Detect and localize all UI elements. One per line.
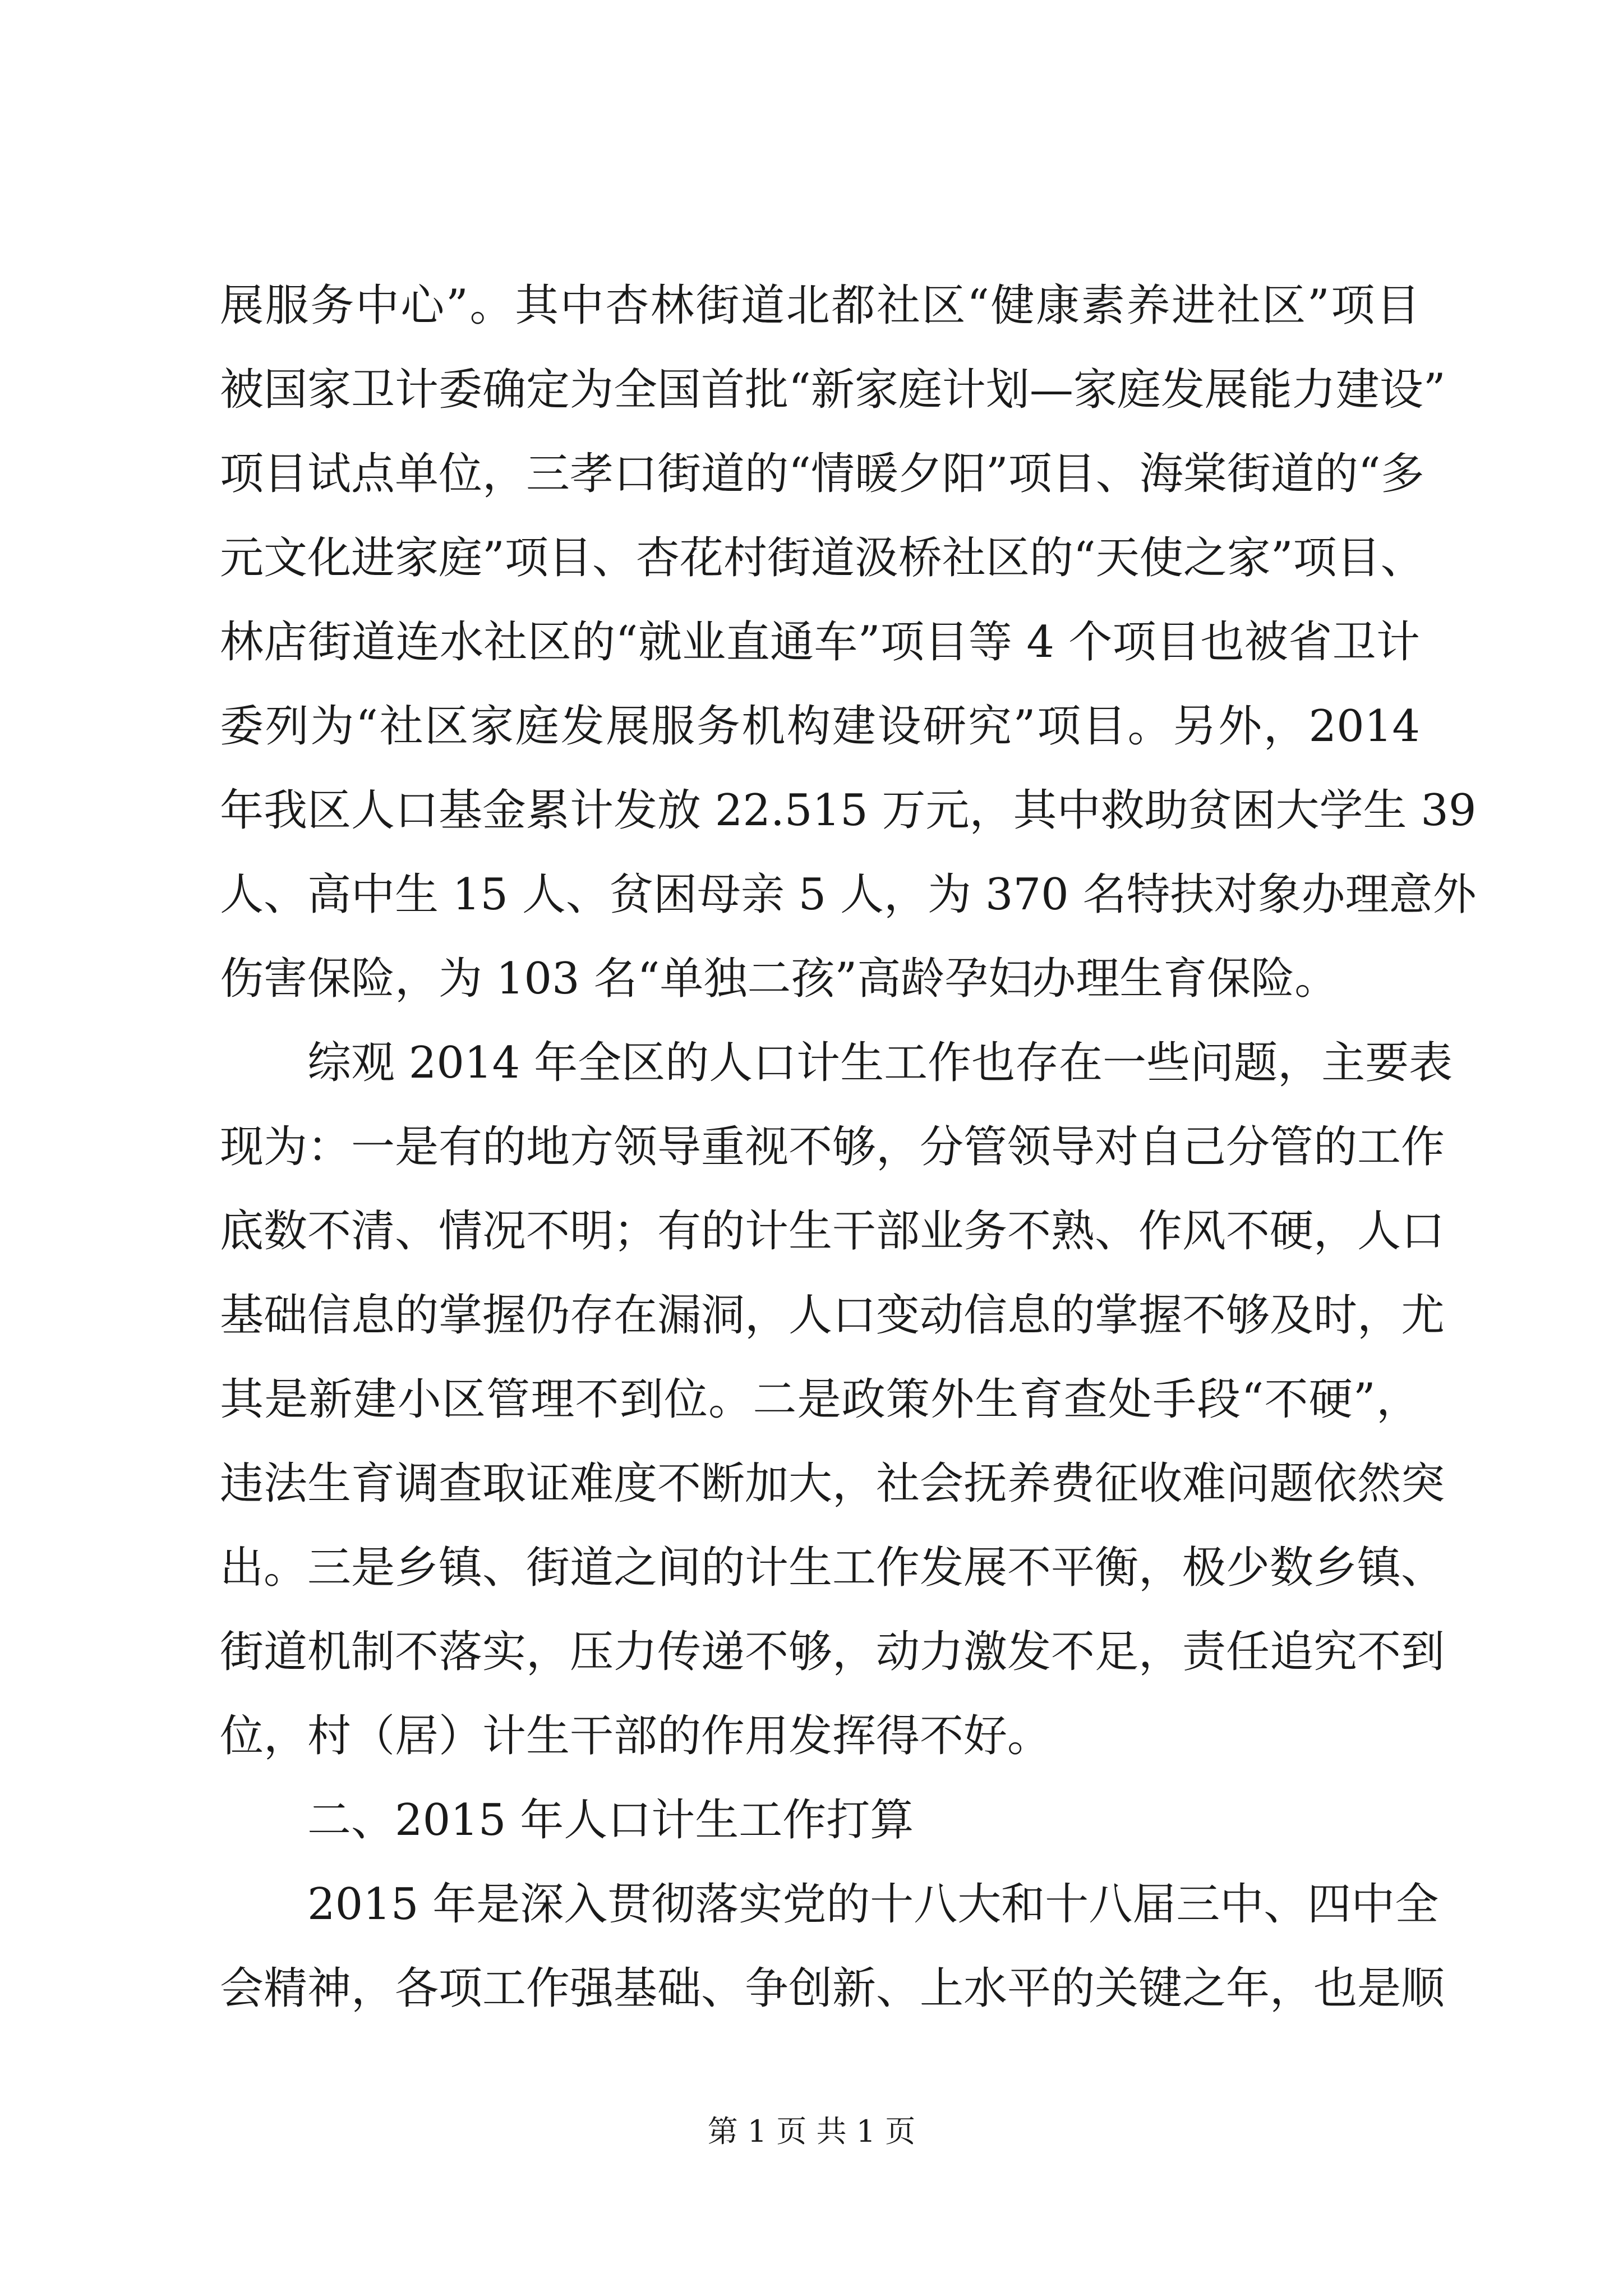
- text-line: 2015 年是深入贯彻落实党的十八大和十八届三中、四中全: [307, 1879, 1439, 1930]
- text-line: 项目试点单位，三孝口街道的“情暖夕阳”项目、海棠街道的“多: [220, 449, 1424, 499]
- text-line: 其是新建小区管理不到位。二是政策外生育查处手段“不硬”，: [220, 1374, 1420, 1425]
- text-line: 位，村（居）计生干部的作用发挥得不好。: [220, 1711, 1052, 1761]
- text-line: 基础信息的掌握仍存在漏洞，人口变动信息的掌握不够及时，尤: [220, 1290, 1445, 1341]
- text-line: 综观 2014 年全区的人口计生工作也存在一些问题，主要表: [307, 1038, 1453, 1088]
- text-line: 展服务中心”。其中杏林街道北都社区“健康素养进社区”项目: [220, 280, 1420, 331]
- text-line: 委列为“社区家庭发展服务机构建设研究”项目。另外，2014: [220, 701, 1420, 752]
- text-line: 元文化进家庭”项目、杏花村街道汲桥社区的“天使之家”项目、: [220, 533, 1424, 583]
- text-line: 年我区人口基金累计发放 22.515 万元，其中救助贫困大学生 39: [220, 785, 1477, 836]
- text-line: 街道机制不落实，压力传递不够，动力激发不足，责任追究不到: [220, 1627, 1445, 1677]
- text-line: 被国家卫计委确定为全国首批“新家庭计划—家庭发展能力建设”: [220, 365, 1446, 415]
- text-line: 人、高中生 15 人、贫困母亲 5 人，为 370 名特扶对象办理意外: [220, 869, 1477, 920]
- page-footer: 第 1 页 共 1 页: [707, 2114, 916, 2149]
- text-line: 现为：一是有的地方领导重视不够，分管领导对自己分管的工作: [220, 1122, 1445, 1172]
- section-heading: 二、2015 年人口计生工作打算: [307, 1795, 914, 1846]
- text-line: 出。三是乡镇、街道之间的计生工作发展不平衡，极少数乡镇、: [220, 1543, 1445, 1593]
- text-line: 会精神，各项工作强基础、争创新、上水平的关键之年，也是顺: [220, 1963, 1445, 2014]
- text-line: 林店街道连水社区的“就业直通车”项目等 4 个项目也被省卫计: [220, 617, 1420, 668]
- document-body: [220, 264, 1477, 2031]
- text-line: 违法生育调查取证难度不断加大，社会抚养费征收难问题依然突: [220, 1458, 1445, 1509]
- text-line: 底数不清、情况不明；有的计生干部业务不熟、作风不硬，人口: [220, 1206, 1445, 1257]
- text-line: 伤害保险，为 103 名“单独二孩”高龄孕妇办理生育保险。: [220, 954, 1339, 1004]
